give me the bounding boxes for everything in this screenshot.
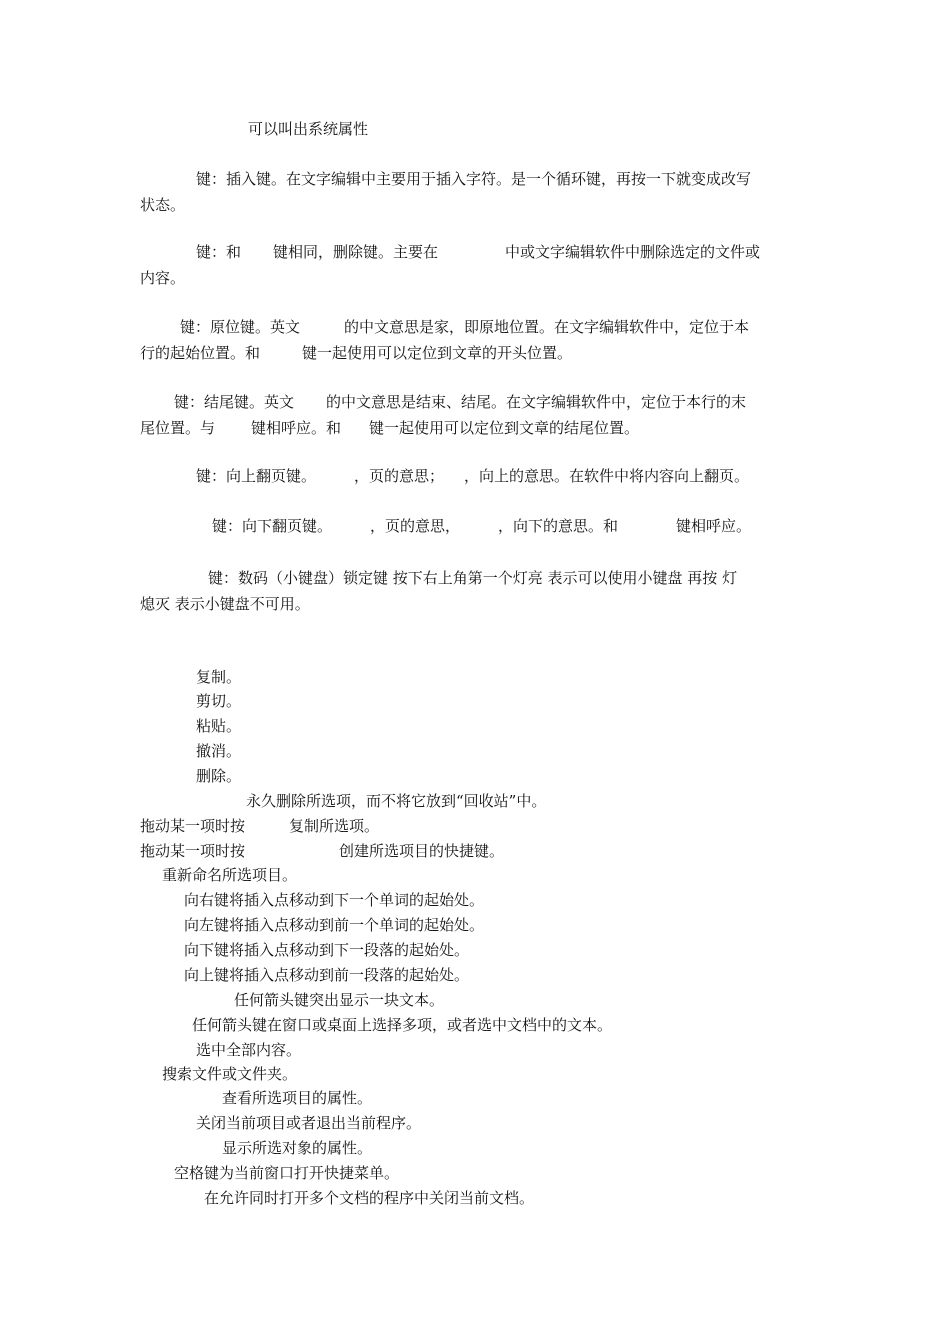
shortcut-drag-shortcut (140, 842, 504, 860)
shortcut-undo: 撤消。 (196, 742, 242, 760)
text-segment: 键：结尾键。英文 (174, 393, 295, 411)
text-segment: 拖动某一项时按 (140, 817, 246, 835)
text-segment: ，页的意思， (370, 517, 461, 535)
text-segment: 尾位置。与 (140, 419, 216, 437)
shortcut-highlight-text: 任何箭头键突出显示一块文本。 (234, 991, 445, 1009)
paragraph-end-key (140, 389, 812, 441)
text-segment: 键：向下翻页键。 (212, 517, 333, 535)
shortcut-right-word: 向右键将插入点移动到下一个单词的起始处。 (184, 891, 485, 909)
header-text: 可以叫出系统属性 (248, 120, 369, 138)
shortcut-down-paragraph: 向下键将插入点移动到下一段落的起始处。 (184, 941, 470, 959)
text-segment: 键相呼应。 (676, 517, 752, 535)
shortcut-close-document: 在允许同时打开多个文档的程序中关闭当前文档。 (204, 1189, 535, 1207)
shortcut-permanent-delete: 永久删除所选项，而不将它放到“回收站”中。 (246, 792, 547, 810)
shortcut-window-menu: 空格键为当前窗口打开快捷菜单。 (174, 1164, 400, 1182)
shortcut-drag-copy (140, 817, 379, 835)
paragraph-line: 状态。 (140, 196, 186, 214)
shortcut-delete: 删除。 (196, 767, 242, 785)
paragraph-pageup-key (196, 467, 749, 485)
text-segment: ，向下的意思。和 (498, 517, 619, 535)
shortcut-close-program: 关闭当前项目或者退出当前程序。 (196, 1114, 422, 1132)
text-segment: 复制所选项。 (289, 817, 380, 835)
paragraph-line (140, 340, 812, 366)
shortcut-select-multiple: 任何箭头键在窗口或桌面上选择多项，或者选中文档中的文本。 (192, 1016, 613, 1034)
shortcut-cut: 剪切。 (196, 692, 242, 710)
shortcut-select-all: 选中全部内容。 (196, 1041, 302, 1059)
paragraph-numlock-key (140, 565, 812, 617)
text-segment: 键：向上翻页键。 (196, 467, 317, 485)
text-segment: 键相呼应。和 (251, 419, 342, 437)
paragraph-insert-key (140, 166, 812, 218)
text-segment: 键：原位键。英文 (180, 318, 301, 336)
shortcut-left-word: 向左键将插入点移动到前一个单词的起始处。 (184, 916, 485, 934)
text-segment: 行的起始位置。和 (140, 344, 261, 362)
text-segment: 键一起使用可以定位到文章的结尾位置。 (369, 419, 640, 437)
paragraph-line: 熄灭 表示小键盘不可用。 (140, 595, 310, 613)
shortcut-search: 搜索文件或文件夹。 (162, 1065, 298, 1083)
text-segment: 键：和 (196, 243, 242, 261)
paragraph-line: 键：数码（小键盘）锁定键 按下右上角第一个灯亮 表示可以使用小键盘 再按 灯 (208, 569, 738, 587)
paragraph-line (140, 389, 812, 415)
text-segment: 的中文意思是家，即原地位置。在文字编辑软件中，定位于本 (344, 318, 750, 336)
text-segment: 键一起使用可以定位到文章的开头位置。 (302, 344, 573, 362)
paragraph-line: 内容。 (140, 269, 186, 287)
paragraph-line (140, 314, 812, 340)
shortcut-object-properties: 显示所选对象的属性。 (222, 1139, 373, 1157)
text-segment: ，向上的意思。在软件中将内容向上翻页。 (464, 467, 750, 485)
text-segment: 的中文意思是结束、结尾。在文字编辑软件中，定位于本行的末 (326, 393, 747, 411)
shortcut-paste: 粘贴。 (196, 717, 242, 735)
paragraph-home-key (140, 314, 812, 366)
shortcut-rename: 重新命名所选项目。 (162, 866, 298, 884)
text-segment: 创建所选项目的快捷键。 (339, 842, 505, 860)
paragraph-delete-key (140, 239, 812, 291)
paragraph-line (140, 239, 812, 265)
text-segment: 键相同，删除键。主要在 (273, 243, 439, 261)
paragraph-line (140, 415, 812, 441)
text-segment: ，页的意思； (354, 467, 445, 485)
shortcut-copy: 复制。 (196, 668, 242, 686)
shortcut-up-paragraph: 向上键将插入点移动到前一段落的起始处。 (184, 966, 470, 984)
paragraph-line: 键：插入键。在文字编辑中主要用于插入字符。是一个循环键，再按一下就变成改写 (196, 170, 752, 188)
paragraph-pagedown-key (212, 517, 751, 535)
shortcut-properties: 查看所选项目的属性。 (222, 1089, 373, 1107)
text-segment: 拖动某一项时按 (140, 842, 246, 860)
text-segment: 中或文字编辑软件中删除选定的文件或 (505, 243, 761, 261)
